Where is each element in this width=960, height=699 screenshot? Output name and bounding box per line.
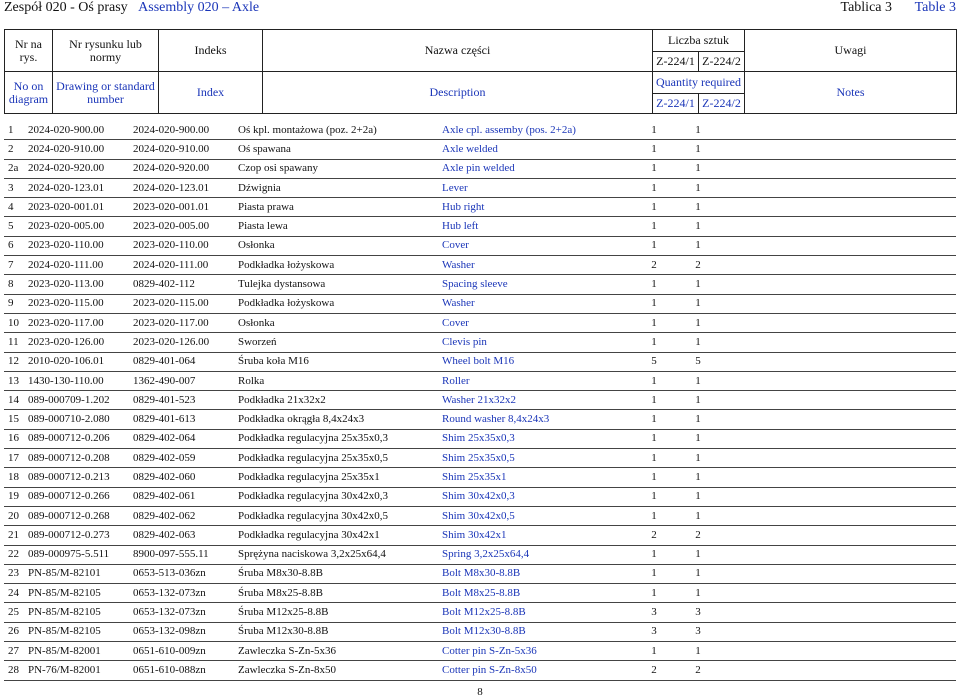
part-name-pl: Zawleczka S-Zn-8x50: [238, 661, 442, 680]
header-index-en: Index: [159, 72, 263, 114]
drawing-number: 2023-020-001.01: [28, 198, 133, 217]
part-name-pl: Piasta lewa: [238, 217, 442, 236]
row-number: 15: [4, 410, 28, 429]
drawing-number: 089-000712-0.213: [28, 468, 133, 487]
quantity-z224-2: 1: [676, 371, 720, 390]
index-number: 2023-020-110.00: [133, 236, 238, 255]
quantity-z224-2: 1: [676, 159, 720, 178]
row-number: 18: [4, 468, 28, 487]
quantity-z224-1: 1: [632, 159, 676, 178]
quantity-z224-1: 3: [632, 603, 676, 622]
row-number: 5: [4, 217, 28, 236]
part-name-en: Washer: [442, 256, 632, 275]
index-number: 2023-020-005.00: [133, 217, 238, 236]
part-name-en: Washer 21x32x2: [442, 391, 632, 410]
part-name-pl: Podkładka regulacyjna 30x42x1: [238, 526, 442, 545]
index-number: 2024-020-123.01: [133, 178, 238, 197]
index-number: 0829-401-064: [133, 352, 238, 371]
part-name-en: Shim 30x42x0,5: [442, 506, 632, 525]
part-name-en: Shim 30x42x1: [442, 526, 632, 545]
drawing-number: 2023-020-005.00: [28, 217, 133, 236]
index-number: 0653-132-073zn: [133, 603, 238, 622]
table-label-en: Table 3: [914, 0, 956, 15]
quantity-z224-1: 1: [632, 371, 676, 390]
header-notes-en: Notes: [745, 72, 957, 114]
header-name-en: Description: [263, 72, 653, 114]
quantity-z224-2: 2: [676, 526, 720, 545]
drawing-number: PN-85/M-82101: [28, 564, 133, 583]
part-name-en: Wheel bolt M16: [442, 352, 632, 371]
quantity-z224-1: 2: [632, 256, 676, 275]
table-row: [4, 487, 956, 506]
index-number: 2023-020-117.00: [133, 313, 238, 332]
quantity-z224-1: 1: [632, 410, 676, 429]
notes-cell: [720, 352, 956, 371]
index-number: 0829-402-061: [133, 487, 238, 506]
row-number: 4: [4, 198, 28, 217]
drawing-number: 2024-020-910.00: [28, 140, 133, 159]
table-row: [4, 506, 956, 525]
quantity-z224-1: 1: [632, 468, 676, 487]
table-row: [4, 603, 956, 622]
part-name-en: Bolt M12x30-8.8B: [442, 622, 632, 641]
part-name-en: Round washer 8,4x24x3: [442, 410, 632, 429]
notes-cell: [720, 661, 956, 680]
row-number: 7: [4, 256, 28, 275]
notes-cell: [720, 121, 956, 140]
table-row: [4, 294, 956, 313]
quantity-z224-1: 1: [632, 236, 676, 255]
notes-cell: [720, 140, 956, 159]
drawing-number: 089-000712-0.268: [28, 506, 133, 525]
quantity-z224-1: 1: [632, 275, 676, 294]
index-number: 0651-610-009zn: [133, 642, 238, 661]
index-number: 0829-402-060: [133, 468, 238, 487]
assembly-title: [4, 0, 259, 16]
part-name-pl: Śruba M8x25-8.8B: [238, 584, 442, 603]
drawing-number: 2010-020-106.01: [28, 352, 133, 371]
quantity-z224-2: 5: [676, 352, 720, 371]
part-name-en: Spring 3,2x25x64,4: [442, 545, 632, 564]
part-name-pl: Sworzeń: [238, 333, 442, 352]
quantity-z224-2: 1: [676, 642, 720, 661]
notes-cell: [720, 371, 956, 390]
assembly-title-pl: Zespół 020 - Oś prasy: [4, 0, 128, 15]
row-number: 10: [4, 313, 28, 332]
quantity-z224-2: 1: [676, 545, 720, 564]
quantity-z224-1: 1: [632, 487, 676, 506]
part-name-pl: Śruba M12x30-8.8B: [238, 622, 442, 641]
row-number: 11: [4, 333, 28, 352]
header-nr-en: No on diagram: [5, 72, 53, 114]
part-name-pl: Podkładka regulacyjna 25x35x0,3: [238, 429, 442, 448]
row-number: 1: [4, 121, 28, 140]
part-name-en: Shim 25x35x1: [442, 468, 632, 487]
header-index-pl: Indeks: [159, 30, 263, 72]
quantity-z224-2: 1: [676, 275, 720, 294]
part-name-pl: Dźwignia: [238, 178, 442, 197]
row-number: 8: [4, 275, 28, 294]
quantity-z224-1: 1: [632, 642, 676, 661]
index-number: 0829-402-063: [133, 526, 238, 545]
quantity-z224-2: 1: [676, 391, 720, 410]
index-number: 2024-020-910.00: [133, 140, 238, 159]
part-name-en: Cover: [442, 313, 632, 332]
table-row: [4, 217, 956, 236]
part-name-en: Washer: [442, 294, 632, 313]
drawing-number: 2023-020-113.00: [28, 275, 133, 294]
row-number: 23: [4, 564, 28, 583]
drawing-number: 089-000975-5.511: [28, 545, 133, 564]
part-name-pl: Sprężyna naciskowa 3,2x25x64,4: [238, 545, 442, 564]
part-name-en: Bolt M8x25-8.8B: [442, 584, 632, 603]
drawing-number: PN-85/M-82001: [28, 642, 133, 661]
row-number: 9: [4, 294, 28, 313]
part-name-en: Axle welded: [442, 140, 632, 159]
index-number: 8900-097-555.11: [133, 545, 238, 564]
quantity-z224-2: 1: [676, 121, 720, 140]
index-number: 0829-401-613: [133, 410, 238, 429]
part-name-en: Cotter pin S-Zn-5x36: [442, 642, 632, 661]
row-number: 16: [4, 429, 28, 448]
header-name-pl: Nazwa części: [263, 30, 653, 72]
table-row: [4, 545, 956, 564]
part-name-en: Hub left: [442, 217, 632, 236]
quantity-z224-1: 1: [632, 506, 676, 525]
row-number: 24: [4, 584, 28, 603]
table-row: [4, 198, 956, 217]
table-row: [4, 429, 956, 448]
notes-cell: [720, 584, 956, 603]
table-row: [4, 333, 956, 352]
table-label-pl: Tablica 3: [840, 0, 892, 15]
notes-cell: [720, 410, 956, 429]
drawing-number: 2023-020-115.00: [28, 294, 133, 313]
index-number: 2024-020-111.00: [133, 256, 238, 275]
notes-cell: [720, 313, 956, 332]
part-name-pl: Rolka: [238, 371, 442, 390]
part-name-en: Lever: [442, 178, 632, 197]
index-number: 2024-020-900.00: [133, 121, 238, 140]
table-row: [4, 275, 956, 294]
drawing-number: 089-000712-0.208: [28, 449, 133, 468]
drawing-number: 089-000712-0.266: [28, 487, 133, 506]
part-name-pl: Podkładka regulacyjna 25x35x1: [238, 468, 442, 487]
table-row: [4, 236, 956, 255]
drawing-number: PN-85/M-82105: [28, 603, 133, 622]
row-number: 14: [4, 391, 28, 410]
quantity-z224-2: 1: [676, 506, 720, 525]
drawing-number: 2024-020-900.00: [28, 121, 133, 140]
part-name-en: Spacing sleeve: [442, 275, 632, 294]
quantity-z224-2: 1: [676, 410, 720, 429]
drawing-number: PN-85/M-82105: [28, 584, 133, 603]
header-q1-en: Z-224/1: [653, 94, 699, 114]
index-number: 0653-132-073zn: [133, 584, 238, 603]
table-row: [4, 468, 956, 487]
table-row: [4, 661, 956, 680]
notes-cell: [720, 526, 956, 545]
quantity-z224-2: 1: [676, 294, 720, 313]
index-number: 2024-020-920.00: [133, 159, 238, 178]
drawing-number: 089-000712-0.206: [28, 429, 133, 448]
quantity-z224-1: 5: [632, 352, 676, 371]
header-qty-pl: Liczba sztuk: [653, 30, 745, 52]
quantity-z224-2: 1: [676, 564, 720, 583]
row-number: 3: [4, 178, 28, 197]
header-drawing-pl: Nr rysunku lub normy: [53, 30, 159, 72]
table-row: [4, 564, 956, 583]
quantity-z224-2: 1: [676, 429, 720, 448]
row-number: 25: [4, 603, 28, 622]
part-name-en: Axle pin welded: [442, 159, 632, 178]
index-number: 0829-402-062: [133, 506, 238, 525]
drawing-number: 2023-020-117.00: [28, 313, 133, 332]
notes-cell: [720, 178, 956, 197]
index-number: 0651-610-088zn: [133, 661, 238, 680]
index-number: 2023-020-115.00: [133, 294, 238, 313]
notes-cell: [720, 642, 956, 661]
quantity-z224-1: 1: [632, 333, 676, 352]
part-name-pl: Podkładka łożyskowa: [238, 294, 442, 313]
quantity-z224-2: 2: [676, 256, 720, 275]
drawing-number: 2024-020-123.01: [28, 178, 133, 197]
table-row: [4, 256, 956, 275]
row-number: 22: [4, 545, 28, 564]
quantity-z224-1: 1: [632, 198, 676, 217]
quantity-z224-2: 1: [676, 198, 720, 217]
notes-cell: [720, 217, 956, 236]
notes-cell: [720, 622, 956, 641]
part-name-en: Hub right: [442, 198, 632, 217]
assembly-title-en: Assembly 020 – Axle: [138, 0, 260, 15]
drawing-number: 089-000712-0.273: [28, 526, 133, 545]
quantity-z224-1: 1: [632, 449, 676, 468]
quantity-z224-1: 1: [632, 294, 676, 313]
quantity-z224-1: 2: [632, 661, 676, 680]
quantity-z224-2: 1: [676, 333, 720, 352]
notes-cell: [720, 333, 956, 352]
row-number: 26: [4, 622, 28, 641]
notes-cell: [720, 236, 956, 255]
quantity-z224-2: 1: [676, 487, 720, 506]
part-name-en: Shim 25x35x0,5: [442, 449, 632, 468]
quantity-z224-1: 1: [632, 178, 676, 197]
part-name-en: Axle cpl. assemby (pos. 2+2a): [442, 121, 632, 140]
quantity-z224-1: 1: [632, 391, 676, 410]
quantity-z224-2: 1: [676, 178, 720, 197]
part-name-pl: Podkładka 21x32x2: [238, 391, 442, 410]
part-name-pl: Czop osi spawany: [238, 159, 442, 178]
header-q2-pl: Z-224/2: [699, 52, 745, 72]
quantity-z224-1: 2: [632, 526, 676, 545]
quantity-z224-2: 1: [676, 449, 720, 468]
quantity-z224-2: 1: [676, 313, 720, 332]
table-row: [4, 371, 956, 390]
notes-cell: [720, 275, 956, 294]
notes-cell: [720, 564, 956, 583]
parts-table: [4, 121, 956, 681]
part-name-pl: Śruba M8x30-8.8B: [238, 564, 442, 583]
table-row: [4, 140, 956, 159]
row-number: 21: [4, 526, 28, 545]
header-drawing-en: Drawing or standard number: [53, 72, 159, 114]
index-number: 0829-401-523: [133, 391, 238, 410]
quantity-z224-1: 1: [632, 584, 676, 603]
table-row: [4, 178, 956, 197]
row-number: 6: [4, 236, 28, 255]
drawing-number: 089-000710-2.080: [28, 410, 133, 429]
part-name-pl: Podkładka okrągła 8,4x24x3: [238, 410, 442, 429]
header-qty-en: Quantity required: [653, 72, 745, 94]
notes-cell: [720, 294, 956, 313]
part-name-pl: Osłonka: [238, 313, 442, 332]
part-name-pl: Podkładka łożyskowa: [238, 256, 442, 275]
drawing-number: 2024-020-111.00: [28, 256, 133, 275]
notes-cell: [720, 391, 956, 410]
index-number: 1362-490-007: [133, 371, 238, 390]
document-header: [0, 0, 960, 20]
row-number: 28: [4, 661, 28, 680]
index-number: 0653-132-098zn: [133, 622, 238, 641]
quantity-z224-1: 1: [632, 140, 676, 159]
drawing-number: PN-85/M-82105: [28, 622, 133, 641]
part-name-pl: Tulejka dystansowa: [238, 275, 442, 294]
table-row: [4, 410, 956, 429]
drawing-number: 1430-130-110.00: [28, 371, 133, 390]
drawing-number: PN-76/M-82001: [28, 661, 133, 680]
quantity-z224-1: 1: [632, 313, 676, 332]
table-row: [4, 449, 956, 468]
parts-table-body: [4, 121, 956, 680]
table-row: [4, 584, 956, 603]
index-number: 0653-513-036zn: [133, 564, 238, 583]
part-name-pl: Śruba M12x25-8.8B: [238, 603, 442, 622]
quantity-z224-2: 2: [676, 661, 720, 680]
part-name-pl: Śruba koła M16: [238, 352, 442, 371]
quantity-z224-1: 1: [632, 564, 676, 583]
index-number: 2023-020-126.00: [133, 333, 238, 352]
row-number: 12: [4, 352, 28, 371]
row-number: 20: [4, 506, 28, 525]
notes-cell: [720, 545, 956, 564]
notes-cell: [720, 506, 956, 525]
notes-cell: [720, 429, 956, 448]
page-number: 8: [477, 686, 483, 698]
part-name-en: Clevis pin: [442, 333, 632, 352]
part-name-en: Cotter pin S-Zn-8x50: [442, 661, 632, 680]
table-row: [4, 642, 956, 661]
part-name-en: Bolt M12x25-8.8B: [442, 603, 632, 622]
index-number: 2023-020-001.01: [133, 198, 238, 217]
part-name-en: Cover: [442, 236, 632, 255]
notes-cell: [720, 468, 956, 487]
quantity-z224-2: 1: [676, 468, 720, 487]
table-row: [4, 313, 956, 332]
row-number: 13: [4, 371, 28, 390]
part-name-en: Bolt M8x30-8.8B: [442, 564, 632, 583]
notes-cell: [720, 449, 956, 468]
part-name-pl: Zawleczka S-Zn-5x36: [238, 642, 442, 661]
table-row: [4, 526, 956, 545]
part-name-pl: Podkładka regulacyjna 25x35x0,5: [238, 449, 442, 468]
quantity-z224-2: 3: [676, 622, 720, 641]
table-row: [4, 622, 956, 641]
part-name-pl: Podkładka regulacyjna 30x42x0,5: [238, 506, 442, 525]
row-number: 2a: [4, 159, 28, 178]
quantity-z224-1: 1: [632, 545, 676, 564]
row-number: 17: [4, 449, 28, 468]
part-name-pl: Podkładka regulacyjna 30x42x0,3: [238, 487, 442, 506]
part-name-en: Roller: [442, 371, 632, 390]
part-name-en: Shim 25x35x0,3: [442, 429, 632, 448]
notes-cell: [720, 159, 956, 178]
row-number: 27: [4, 642, 28, 661]
quantity-z224-2: 1: [676, 584, 720, 603]
drawing-number: 2024-020-920.00: [28, 159, 133, 178]
header-q1-pl: Z-224/1: [653, 52, 699, 72]
part-name-pl: Piasta prawa: [238, 198, 442, 217]
part-name-pl: Oś kpl. montażowa (poz. 2+2a): [238, 121, 442, 140]
table-row: [4, 121, 956, 140]
drawing-number: 2023-020-126.00: [28, 333, 133, 352]
quantity-z224-2: 1: [676, 236, 720, 255]
quantity-z224-2: 1: [676, 217, 720, 236]
header-q2-en: Z-224/2: [699, 94, 745, 114]
row-number: 2: [4, 140, 28, 159]
part-name-en: Shim 30x42x0,3: [442, 487, 632, 506]
quantity-z224-1: 1: [632, 429, 676, 448]
notes-cell: [720, 603, 956, 622]
header-nr-pl: Nr na rys.: [5, 30, 53, 72]
header-notes-pl: Uwagi: [745, 30, 957, 72]
row-number: 19: [4, 487, 28, 506]
index-number: 0829-402-064: [133, 429, 238, 448]
index-number: 0829-402-112: [133, 275, 238, 294]
column-header-table: [4, 29, 957, 114]
index-number: 0829-402-059: [133, 449, 238, 468]
quantity-z224-1: 1: [632, 121, 676, 140]
part-name-pl: Oś spawana: [238, 140, 442, 159]
table-row: [4, 159, 956, 178]
drawing-number: 2023-020-110.00: [28, 236, 133, 255]
notes-cell: [720, 487, 956, 506]
quantity-z224-1: 3: [632, 622, 676, 641]
quantity-z224-2: 1: [676, 140, 720, 159]
table-row: [4, 352, 956, 371]
notes-cell: [720, 256, 956, 275]
quantity-z224-2: 3: [676, 603, 720, 622]
drawing-number: 089-000709-1.202: [28, 391, 133, 410]
part-name-pl: Osłonka: [238, 236, 442, 255]
notes-cell: [720, 198, 956, 217]
quantity-z224-1: 1: [632, 217, 676, 236]
table-row: [4, 391, 956, 410]
